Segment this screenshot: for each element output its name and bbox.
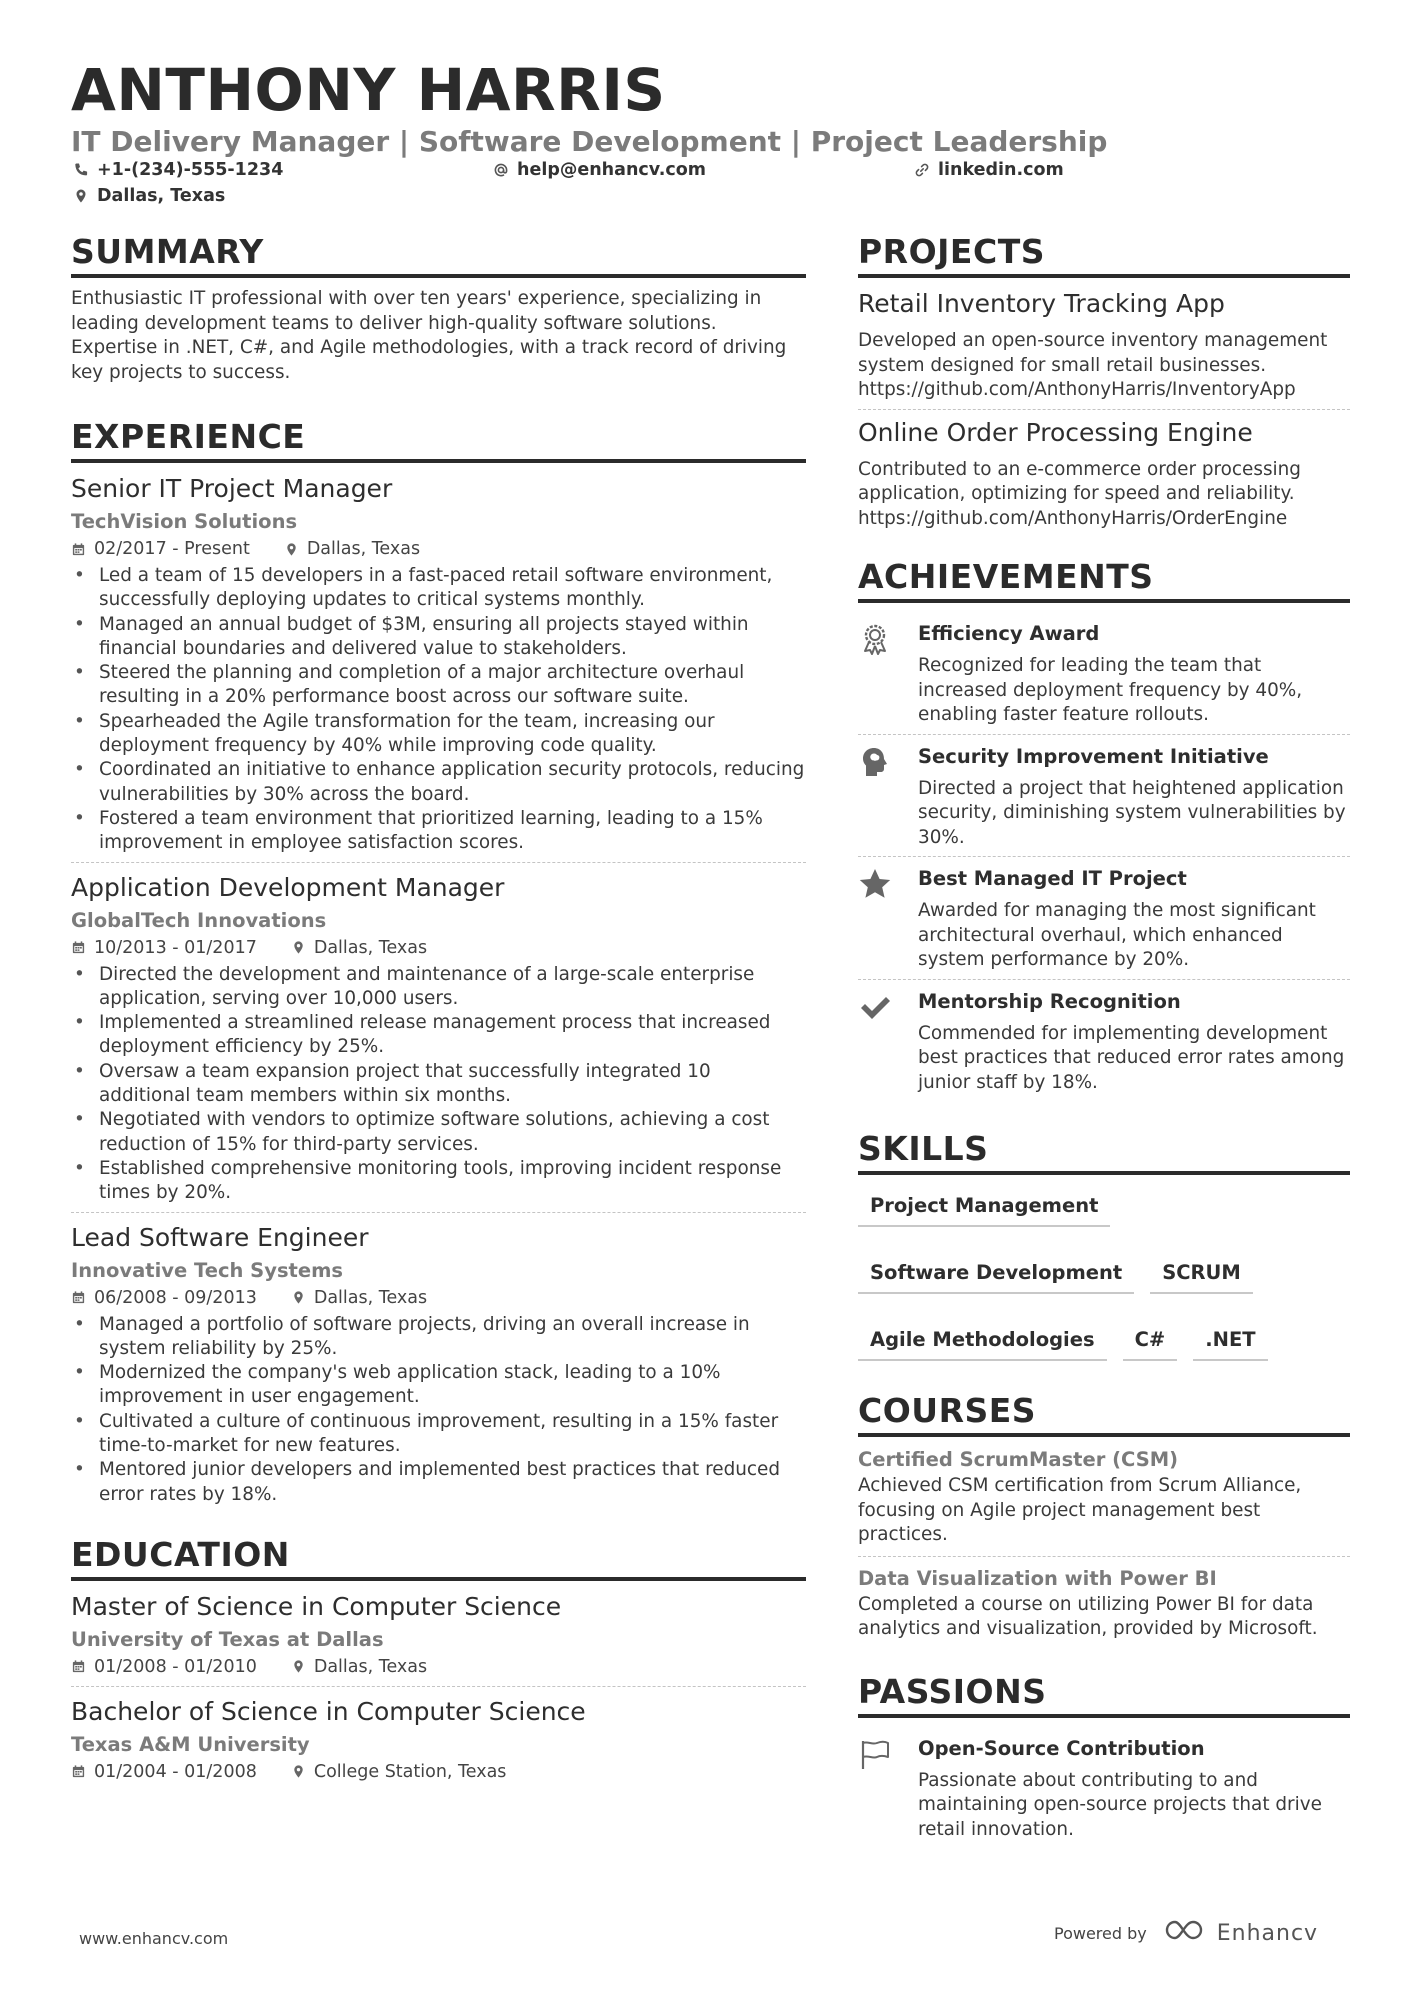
calendar-icon xyxy=(71,1290,86,1305)
job-role: Application Development Manager xyxy=(71,872,505,902)
candidate-name: ANTHONY HARRIS xyxy=(71,56,666,124)
achievement-entry xyxy=(858,979,1350,1102)
calendar-icon xyxy=(71,1764,86,1779)
achievements-section xyxy=(858,555,1350,1101)
resume-header xyxy=(71,56,1351,212)
job-bullets xyxy=(71,963,806,1206)
location-pin-icon xyxy=(291,1764,306,1779)
skill-tag: Project Management xyxy=(858,1188,1110,1227)
job-bullet: • Modernized the company's web application stack, leading to a 10% improvement in user engagement. xyxy=(71,1361,806,1410)
job-dates: 06/2008 - 09/2013 xyxy=(94,1287,257,1308)
contact-row-1 xyxy=(71,160,1351,186)
project-title: Online Order Processing Engine xyxy=(858,417,1253,447)
experience-heading: EXPERIENCE xyxy=(71,415,806,463)
achievement-description: Commended for implementing development best practices that reduced error rates among junior staff by 18%. xyxy=(918,1022,1345,1093)
job-location: Dallas, Texas xyxy=(313,937,428,958)
project-url[interactable]: https://github.com/AnthonyHarris/InventoryApp xyxy=(858,379,1296,400)
job-bullet: • Established comprehensive monitoring tools, improving incident response times by 20%. xyxy=(71,1157,806,1206)
achievement-title: Security Improvement Initiative xyxy=(918,744,1269,768)
infinity-logo-icon xyxy=(1163,1918,1209,1948)
flag-icon xyxy=(858,1735,918,1843)
job-entry xyxy=(71,1212,806,1513)
degree: Bachelor of Science in Computer Science xyxy=(71,1696,586,1726)
project-entry xyxy=(858,287,1350,409)
education-dates: 01/2008 - 01/2010 xyxy=(94,1656,257,1677)
award-ribbon-icon xyxy=(858,620,918,728)
candidate-title: IT Delivery Manager | Software Development | Project Leadership xyxy=(71,125,1108,158)
education-section xyxy=(71,1533,806,1791)
passion-description: Passionate about contributing to and maintaining open-source projects that drive retail innovation. xyxy=(918,1769,1322,1840)
summary-section xyxy=(71,230,806,385)
footer-branding xyxy=(1054,1918,1318,1948)
achievement-entry xyxy=(858,734,1350,857)
location-pin-icon xyxy=(284,542,299,557)
achievement-entry xyxy=(858,612,1350,734)
brand-name: Enhancv xyxy=(1216,1920,1319,1946)
project-entry xyxy=(858,409,1350,538)
job-meta xyxy=(71,1285,806,1311)
education-meta xyxy=(71,1654,806,1680)
achievements-heading: ACHIEVEMENTS xyxy=(858,555,1350,603)
job-bullet: • Negotiated with vendors to optimize software solutions, achieving a cost reduction of 15% for third-party services. xyxy=(71,1108,806,1157)
at-sign-icon xyxy=(493,162,509,178)
education-entry xyxy=(71,1590,806,1686)
skills-list xyxy=(858,1184,1350,1361)
course-description: Achieved CSM certification from Scrum Alliance, focusing on Agile project management best practices. xyxy=(858,1475,1302,1545)
job-bullet: • Managed a portfolio of software projects, driving an overall increase in system reliability by 25%. xyxy=(71,1313,806,1362)
skill-tag: Agile Methodologies xyxy=(858,1322,1107,1361)
star-icon xyxy=(858,865,918,973)
job-dates: 10/2013 - 01/2017 xyxy=(94,937,257,958)
achievement-title: Best Managed IT Project xyxy=(918,867,1187,890)
job-bullet: • Directed the development and maintenance of a large-scale enterprise application, serving over 10,000 users. xyxy=(71,963,806,1012)
job-bullet: • Oversaw a team expansion project that successfully integrated 10 additional team members within six months. xyxy=(71,1060,806,1109)
education-heading: EDUCATION xyxy=(71,1533,806,1581)
achievement-title: Mentorship Recognition xyxy=(918,989,1181,1013)
contact-row-2 xyxy=(71,186,1351,212)
education-location: Dallas, Texas xyxy=(313,1656,428,1677)
email-text: help@enhancv.com xyxy=(517,160,707,180)
projects-heading: PROJECTS xyxy=(858,230,1350,278)
passions-heading: PASSIONS xyxy=(858,1670,1350,1718)
summary-text: Enthusiastic IT professional with over ten years' experience, specializing in leading development teams to deliver high-quality software solutions. Expertise in .NET, C#, and Agile methodologies, with a track record of driving key projects to success. xyxy=(71,288,787,383)
job-bullet: • Spearheaded the Agile transformation for the team, increasing our deployment frequency by 40% while improving code quality. xyxy=(71,710,806,759)
achievement-description: Recognized for leading the team that increased deployment frequency by 40%, enabling faster feature rollouts. xyxy=(918,655,1303,725)
education-dates: 01/2004 - 01/2008 xyxy=(94,1761,257,1782)
project-description: Developed an open-source inventory management system designed for small retail businesses. xyxy=(858,330,1328,376)
job-bullet: • Mentored junior developers and implemented best practices that reduced error rates by 18%. xyxy=(71,1458,806,1507)
calendar-icon xyxy=(71,542,86,557)
job-entry xyxy=(71,862,806,1212)
calendar-icon xyxy=(71,1659,86,1674)
school: Texas A&M University xyxy=(71,1732,310,1756)
skill-tag: SCRUM xyxy=(1150,1255,1253,1294)
summary-heading: SUMMARY xyxy=(71,230,806,278)
job-entry xyxy=(71,472,806,862)
job-dates: 02/2017 - Present xyxy=(94,539,250,559)
contact-linkedin[interactable] xyxy=(914,160,1064,180)
job-bullet: • Implemented a streamlined release management process that increased deployment efficiency by 25%. xyxy=(71,1011,806,1060)
skill-tag: .NET xyxy=(1193,1322,1267,1361)
enhancv-logo[interactable] xyxy=(1163,1918,1318,1948)
job-bullet: • Managed an annual budget of $3M, ensuring all projects stayed within financial boundaries and delivered value to stakeholders. xyxy=(71,613,806,662)
job-role: Lead Software Engineer xyxy=(71,1222,369,1252)
job-bullets xyxy=(71,1313,806,1507)
location-text: Dallas, Texas xyxy=(97,186,226,206)
job-bullet: • Cultivated a culture of continuous improvement, resulting in a 15% faster time-to-market for new features. xyxy=(71,1410,806,1459)
passions-section xyxy=(858,1670,1350,1849)
job-role: Senior IT Project Manager xyxy=(71,474,393,503)
project-description: Contributed to an e-commerce order processing application, optimizing for speed and reliability. xyxy=(858,458,1301,504)
job-meta xyxy=(71,536,806,562)
skills-heading: SKILLS xyxy=(858,1127,1350,1175)
left-column xyxy=(71,230,806,1791)
achievement-description: Directed a project that heightened application security, diminishing system vulnerabilities by 30%. xyxy=(918,777,1346,848)
location-pin-icon xyxy=(73,188,89,204)
location-pin-icon xyxy=(291,940,306,955)
job-company: Innovative Tech Systems xyxy=(71,1258,344,1282)
education-entry xyxy=(71,1686,806,1791)
courses-heading: COURSES xyxy=(858,1389,1350,1437)
course-title: Data Visualization with Power BI xyxy=(858,1566,1217,1590)
job-bullet: • Led a team of 15 developers in a fast-paced retail software environment, successfully deploying updates to critical systems monthly. xyxy=(71,564,806,613)
project-title: Retail Inventory Tracking App xyxy=(858,289,1225,318)
school: University of Texas at Dallas xyxy=(71,1627,384,1651)
location-pin-icon xyxy=(291,1659,306,1674)
job-location: Dallas, Texas xyxy=(313,1287,428,1308)
linkedin-text: linkedin.com xyxy=(938,160,1064,180)
head-brain-icon xyxy=(858,743,918,851)
education-meta xyxy=(71,1759,806,1785)
courses-section xyxy=(858,1389,1350,1650)
job-meta xyxy=(71,935,806,961)
skill-tag: Software Development xyxy=(858,1255,1134,1294)
job-bullets xyxy=(71,564,806,856)
achievement-entry xyxy=(858,856,1350,979)
achievement-title: Efficiency Award xyxy=(918,622,1100,645)
project-url[interactable]: https://github.com/AnthonyHarris/OrderEngine xyxy=(858,507,1288,529)
course-title: Certified ScrumMaster (CSM) xyxy=(858,1448,1179,1471)
contact-location xyxy=(73,186,225,206)
contact-phone[interactable] xyxy=(73,160,283,180)
course-entry xyxy=(858,1556,1350,1650)
footer-website[interactable]: www.enhancv.com xyxy=(79,1929,229,1948)
contact-email[interactable] xyxy=(493,160,706,180)
course-description: Completed a course on utilizing Power BI for data analytics and visualization, provided by Microsoft. xyxy=(858,1593,1318,1639)
projects-section xyxy=(858,230,1350,537)
job-company: TechVision Solutions xyxy=(71,510,298,533)
phone-text: +1-(234)-555-1234 xyxy=(97,160,284,180)
experience-section xyxy=(71,415,806,1513)
job-company: GlobalTech Innovations xyxy=(71,908,327,932)
passion-entry xyxy=(858,1727,1350,1849)
right-column xyxy=(858,230,1350,1848)
skills-section xyxy=(858,1127,1350,1361)
job-bullet: • Coordinated an initiative to enhance application security protocols, reducing vulnerabilities by 30% across the board. xyxy=(71,758,806,807)
degree: Master of Science in Computer Science xyxy=(71,1591,562,1621)
checkmark-icon xyxy=(858,988,918,1096)
job-location: Dallas, Texas xyxy=(306,539,421,559)
phone-icon xyxy=(73,162,89,178)
powered-by-label: Powered by xyxy=(1054,1923,1147,1943)
passion-title: Open-Source Contribution xyxy=(918,1736,1205,1760)
link-icon xyxy=(914,162,930,178)
job-bullet: • Steered the planning and completion of a major architecture overhaul resulting in a 20% performance boost across our software suite. xyxy=(71,661,806,710)
calendar-icon xyxy=(71,940,86,955)
skill-tag: C# xyxy=(1123,1322,1178,1361)
location-pin-icon xyxy=(291,1290,306,1305)
course-entry xyxy=(858,1446,1350,1556)
education-location: College Station, Texas xyxy=(313,1761,507,1782)
achievement-description: Awarded for managing the most significant architectural overhaul, which enhanced system performance by 20%. xyxy=(918,900,1316,970)
job-bullet: • Fostered a team environment that prioritized learning, leading to a 15% improvement in employee satisfaction scores. xyxy=(71,807,806,856)
